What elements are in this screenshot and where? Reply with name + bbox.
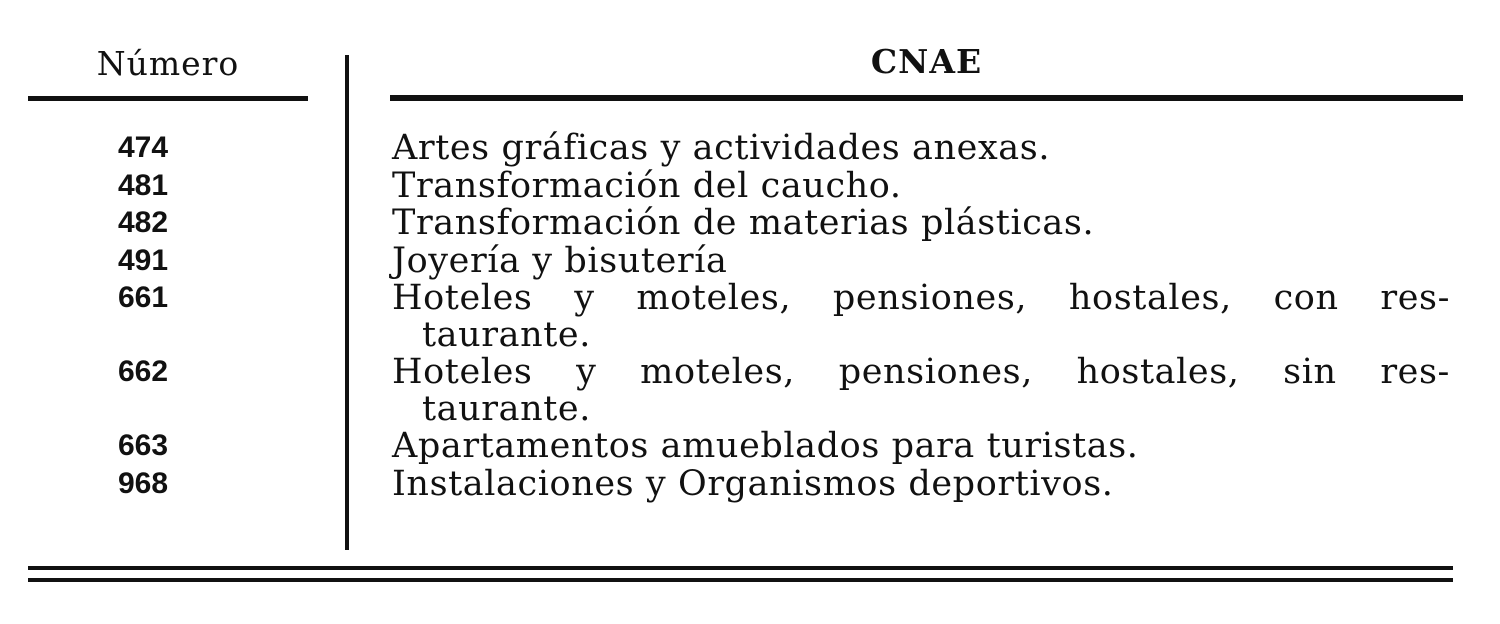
- row-number: 491: [118, 243, 169, 277]
- table-row: [0, 240, 1500, 281]
- row-description-line: Hoteles y moteles, pensiones, hostales, con res-: [392, 278, 1450, 318]
- table-row: [0, 463, 1500, 504]
- row-description: Instalaciones y Organismos deportivos.: [392, 463, 1114, 504]
- table-row: [0, 205, 1500, 243]
- row-description-line: Hoteles y moteles, pensiones, hostales, sin res-: [392, 352, 1450, 392]
- row-number: 662: [118, 355, 169, 388]
- table-row: [0, 354, 1500, 428]
- row-number: 968: [118, 466, 169, 500]
- row-description: [392, 280, 1450, 354]
- table-row: [0, 428, 1500, 466]
- row-description: Transformación de materias plásticas.: [392, 203, 1095, 243]
- row-description: [392, 354, 1450, 428]
- row-description-continuation: taurante.: [422, 315, 591, 355]
- table-row: [0, 280, 1500, 354]
- table-body: [0, 130, 1500, 503]
- header-rule-right: [390, 95, 1463, 101]
- footer-rule-bottom: [28, 578, 1453, 582]
- row-description: Transformación del caucho.: [392, 165, 902, 206]
- column-header-numero: Número: [96, 44, 240, 83]
- row-description-continuation: taurante.: [422, 389, 591, 429]
- table-row: [0, 165, 1500, 206]
- header-rule-left: [28, 96, 308, 101]
- row-description: Joyería y bisutería: [392, 240, 728, 281]
- row-number: 663: [118, 429, 169, 462]
- row-description: Apartamentos amueblados para turistas.: [392, 426, 1139, 466]
- column-header-cnae: CNAE: [870, 42, 983, 81]
- row-number: 482: [118, 206, 169, 239]
- table-row: [0, 130, 1500, 168]
- row-number: 474: [118, 131, 169, 164]
- row-number: 661: [118, 281, 169, 314]
- row-description: Artes gráficas y actividades anexas.: [392, 128, 1051, 168]
- row-number: 481: [118, 168, 169, 202]
- footer-rule-top: [28, 566, 1453, 570]
